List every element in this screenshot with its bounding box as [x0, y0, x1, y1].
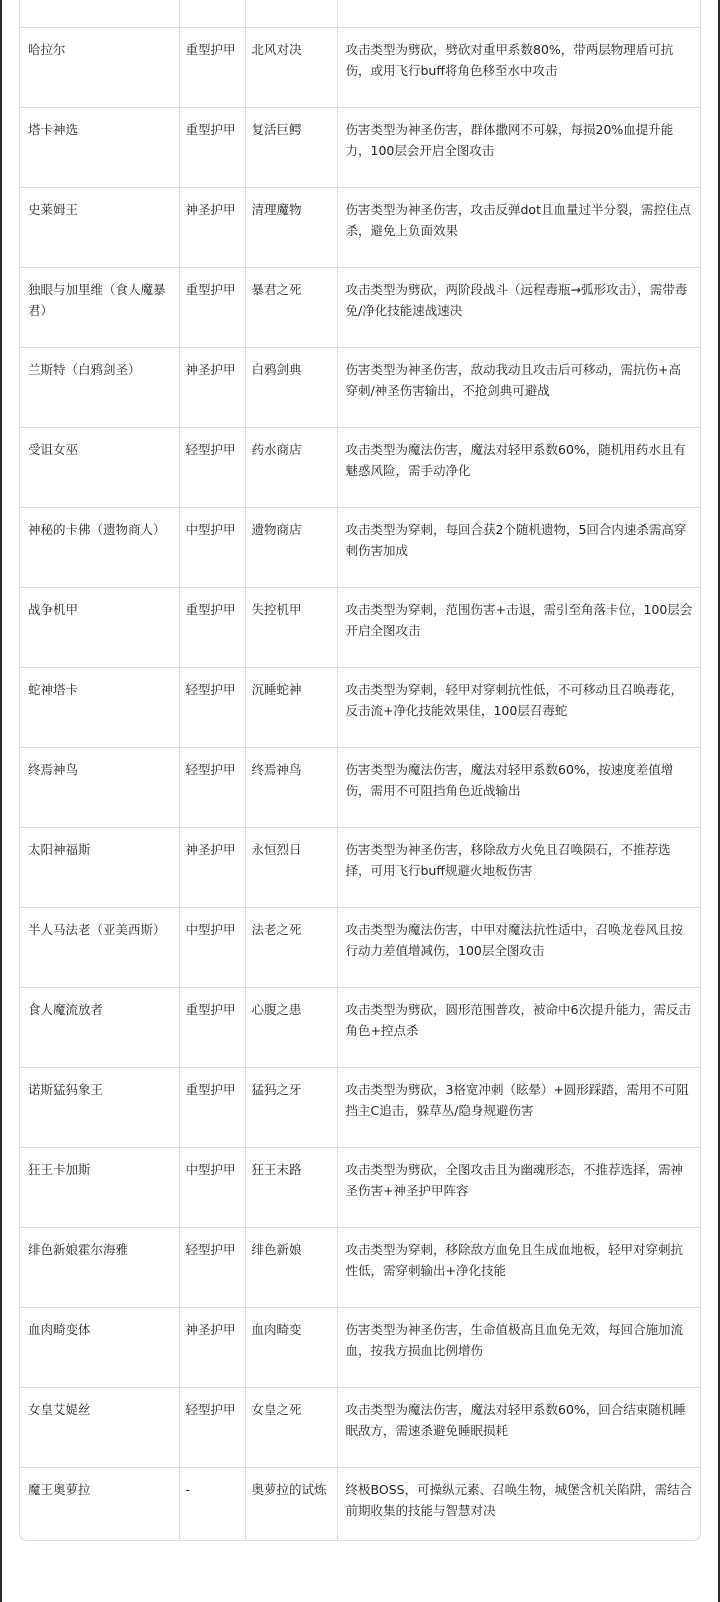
table-row [20, 987, 700, 1067]
strategy-description-cell: 伤害类型为魔法伤害，魔法对轻甲系数60%，按速度差值增伤，需用不可阻挡角色近战输出 [337, 747, 700, 827]
table-row [20, 827, 700, 907]
stage-name-cell: 复活巨鳄 [245, 107, 337, 187]
boss-name-cell: 塔卡神选 [20, 107, 179, 187]
armor-type-cell: 重型护甲 [179, 587, 245, 667]
strategy-description-cell: 攻击类型为劈砍，圆形范围普攻，被命中6次提升能力，需反击角色+控点杀 [337, 987, 700, 1067]
boss-name-cell: 血肉畸变体 [20, 1307, 179, 1387]
boss-name-cell: 终焉神鸟 [20, 747, 179, 827]
strategy-description-cell: 攻击类型为穿刺，每回合获2个随机遗物，5回合内速杀需高穿刺伤害加成 [337, 507, 700, 587]
boss-name-cell: 受诅女巫 [20, 427, 179, 507]
table-row [20, 427, 700, 507]
boss-name-cell: 女皇艾媞丝 [20, 1387, 179, 1467]
armor-type-cell: 重型护甲 [179, 27, 245, 107]
armor-type-cell: 轻型护甲 [179, 427, 245, 507]
boss-table-container [19, 0, 701, 1541]
armor-type-cell: 轻型护甲 [179, 667, 245, 747]
stage-name-cell: 法老之死 [245, 907, 337, 987]
strategy-description-cell: 伤害类型为神圣伤害，攻击反弹dot且血量过半分裂，需控住点杀，避免上负面效果 [337, 187, 700, 267]
strategy-description-cell: 攻击类型为劈砍，两阶段战斗（远程毒瓶→弧形攻击），需带毒免/净化技能速战速决 [337, 267, 700, 347]
stage-name-cell: 失控机甲 [245, 587, 337, 667]
strategy-description-cell: 攻击类型为魔法伤害，魔法对轻甲系数60%，回合结束随机睡眠敌方，需速杀避免睡眠损耗 [337, 1387, 700, 1467]
stage-name-cell: 女皇之死 [245, 1387, 337, 1467]
stage-name-cell: 白鸦剑典 [245, 347, 337, 427]
boss-name-cell: 战争机甲 [20, 587, 179, 667]
armor-type-cell: 神圣护甲 [179, 1307, 245, 1387]
boss-name-cell: 独眼与加里维（食人魔暴君） [20, 267, 179, 347]
strategy-description-cell: 伤害类型为神圣伤害，敌动我动且攻击后可移动，需抗伤+高穿刺/神圣伤害输出，不抢剑典可避战 [337, 347, 700, 427]
stage-name-cell: 心腹之患 [245, 987, 337, 1067]
strategy-description-cell: 伤害类型为神圣伤害，移除敌方火免且召唤陨石，不推荐选择，可用飞行buff规避火地板伤害 [337, 827, 700, 907]
table-row [20, 187, 700, 267]
strategy-description-cell: 攻击类型为穿刺，轻甲对穿刺抗性低，不可移动且召唤毒花，反击流+净化技能效果佳，100层召毒蛇 [337, 667, 700, 747]
stage-name-cell: 遗物商店 [245, 507, 337, 587]
armor-type-cell: 重型护甲 [179, 1067, 245, 1147]
armor-type-cell: 重型护甲 [179, 107, 245, 187]
stage-name-cell: 永恒烈日 [245, 827, 337, 907]
strategy-description-cell: 攻击类型为魔法伤害，魔法对轻甲系数60%，随机用药水且有魅惑风险，需手动净化 [337, 427, 700, 507]
armor-type-cell: 神圣护甲 [179, 827, 245, 907]
armor-type-cell: 轻型护甲 [179, 1387, 245, 1467]
boss-name-cell: 诺斯猛犸象王 [20, 1067, 179, 1147]
table-row [20, 1467, 700, 1541]
boss-name-cell: 半人马法老（亚美西斯） [20, 907, 179, 987]
boss-name-cell: 食人魔流放者 [20, 987, 179, 1067]
armor-type-cell: - [179, 1467, 245, 1541]
table-row [20, 667, 700, 747]
boss-table [20, 0, 700, 1541]
table-row [20, 1387, 700, 1467]
strategy-description-cell: 攻击类型为穿刺，范围伤害+击退，需引至角落卡位，100层会开启全图攻击 [337, 587, 700, 667]
strategy-description-cell: 伤害类型为神圣伤害，群体撒网不可躲，每损20%血提升能力，100层会开启全图攻击 [337, 107, 700, 187]
stage-name-cell: 猛犸之牙 [245, 1067, 337, 1147]
table-row [20, 27, 700, 107]
boss-name-cell: 史莱姆王 [20, 187, 179, 267]
table-row [20, 507, 700, 587]
table-row [20, 747, 700, 827]
table-row [20, 1067, 700, 1147]
boss-name-cell: 魔王奥萝拉 [20, 1467, 179, 1541]
boss-name-cell: 狂王卡加斯 [20, 1147, 179, 1227]
boss-name-cell: 太阳神福斯 [20, 827, 179, 907]
armor-type-cell: 轻型护甲 [179, 1227, 245, 1307]
strategy-description-cell: 攻击类型为穿刺，移除敌方血免且生成血地板，轻甲对穿刺抗性低，需穿刺输出+净化技能 [337, 1227, 700, 1307]
armor-type-cell: 中型护甲 [179, 507, 245, 587]
stage-name-cell: 狂王末路 [245, 1147, 337, 1227]
table-row [20, 107, 700, 187]
stage-name-cell: 奥萝拉的试炼 [245, 1467, 337, 1541]
table-row [20, 587, 700, 667]
stage-name-cell: 沉睡蛇神 [245, 667, 337, 747]
table-row [20, 1227, 700, 1307]
armor-type-cell: 中型护甲 [179, 1147, 245, 1227]
armor-type-cell: 中型护甲 [179, 907, 245, 987]
table-row [20, 1147, 700, 1227]
armor-type-cell: 神圣护甲 [179, 347, 245, 427]
stage-name-cell: 清理魔物 [245, 187, 337, 267]
strategy-description-cell: 攻击类型为劈砍，全图攻击且为幽魂形态，不推荐选择，需神圣伤害+神圣护甲阵容 [337, 1147, 700, 1227]
armor-type-cell: 重型护甲 [179, 987, 245, 1067]
armor-type-cell: 神圣护甲 [179, 187, 245, 267]
strategy-description-cell: 攻击类型为劈砍，劈砍对重甲系数80%，带两层物理盾可抗伤，或用飞行buff将角色移至水中攻击 [337, 27, 700, 107]
stage-name-cell: 暴君之死 [245, 267, 337, 347]
stage-name-cell: 北风对决 [245, 27, 337, 107]
strategy-description-cell: 攻击类型为魔法伤害，中甲对魔法抗性适中，召唤龙卷风且按行动力差值增减伤，100层全图攻击 [337, 907, 700, 987]
boss-table-body [20, 0, 700, 1541]
boss-name-cell: 哈拉尔 [20, 27, 179, 107]
strategy-description-cell: 攻击类型为劈砍，3格宽冲刺（眩晕）+圆形踩踏，需用不可阻挡主C追击，躲草丛/隐身规避伤害 [337, 1067, 700, 1147]
table-row [20, 1307, 700, 1387]
boss-name-cell: 绯色新娘霍尔海雅 [20, 1227, 179, 1307]
armor-type-cell: 重型护甲 [179, 267, 245, 347]
stage-name-cell: 血肉畸变 [245, 1307, 337, 1387]
boss-name-cell: 蛇神塔卡 [20, 667, 179, 747]
stage-name-cell: 药水商店 [245, 427, 337, 507]
table-row [20, 347, 700, 427]
armor-type-cell: 轻型护甲 [179, 747, 245, 827]
strategy-description-cell: 终极BOSS，可操纵元素、召唤生物，城堡含机关陷阱，需结合前期收集的技能与智慧对决 [337, 1467, 700, 1541]
table-row-partial [20, 0, 700, 27]
table-row [20, 267, 700, 347]
boss-name-cell: 神秘的卡佛（遗物商人） [20, 507, 179, 587]
strategy-description-cell: 伤害类型为神圣伤害，生命值极高且血免无效，每回合施加流血，按我方损血比例增伤 [337, 1307, 700, 1387]
left-frame-border [0, 0, 2, 1602]
boss-name-cell: 兰斯特（白鸦剑圣） [20, 347, 179, 427]
stage-name-cell: 终焉神鸟 [245, 747, 337, 827]
stage-name-cell: 绯色新娘 [245, 1227, 337, 1307]
table-row [20, 907, 700, 987]
